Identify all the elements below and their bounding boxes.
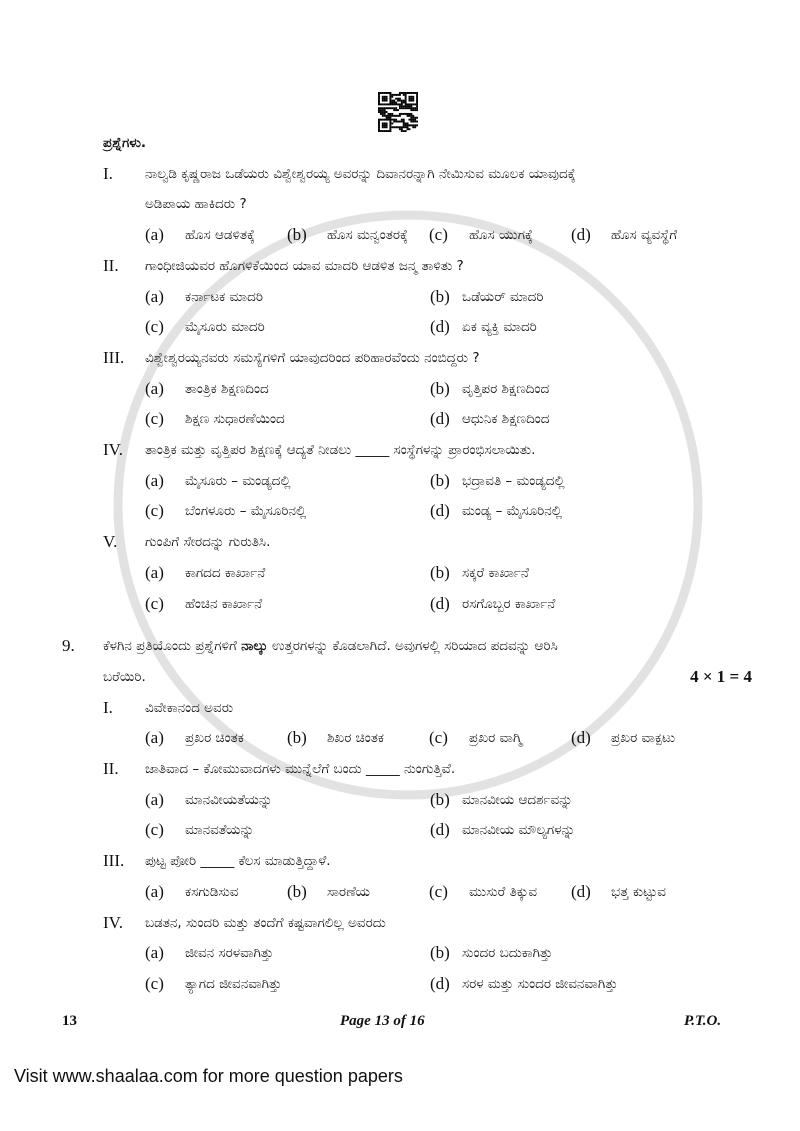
question-block [62,693,752,754]
option [287,877,419,908]
option-key: (c) [145,593,164,613]
question-line [62,662,752,693]
option-key: (a) [145,881,164,901]
option-key: (d) [430,820,450,840]
option-text: ಸರಳ ಮತ್ತು ಸುಂದರ ಜೀವನವಾಗಿತ್ತು [462,975,618,992]
question-line [103,435,752,466]
option [145,589,430,620]
option-key: (d) [430,593,450,613]
option-text: ಒಡೆಯರ್ ಮಾದರಿ [462,288,544,305]
option [430,282,752,313]
option [287,220,419,251]
question-text: ಗುಂಪಿಗೆ ಸೇರದನ್ನು ಗುರುತಿಸಿ. [145,534,271,551]
question-number: II. [103,759,119,779]
shaalaa-banner-link[interactable]: Visit www.shaalaa.com for more question papers [14,1066,403,1086]
option-text: ವೃತ್ತಿಪರ ಶಿಕ್ಷಣದಿಂದ [462,380,550,397]
option-text: ಮೈಸೂರು ಮಾದರಿ [185,319,265,336]
options-list [103,877,752,908]
question-block [62,159,752,251]
option-key: (b) [430,943,450,963]
question-number: III. [103,347,125,367]
options-list [103,938,752,999]
option-key: (d) [430,409,450,429]
question-text: ವಿಶ್ವೇಶ್ವರಯ್ಯನವರು ಸಮಸ್ಯೆಗಳಿಗೆ ಯಾವುದರಿಂದ ಪರಿಹಾರವೆಂದು ನಂಬಿದ್ದರು ? [145,349,480,366]
option [430,815,752,846]
options-list [103,785,752,846]
option-text: ಮಂಡ್ಯ – ಮೈಸೂರಿನಲ್ಲಿ [462,503,563,520]
option [430,466,752,497]
option-key: (d) [571,881,591,901]
option [145,404,430,435]
page-number: 13 [62,1013,77,1029]
option [430,589,752,620]
option-key: (b) [430,286,450,306]
question-text: ತಾಂತ್ರಿಕ ಮತ್ತು ವೃತ್ತಿಪರ ಶಿಕ್ಷಣಕ್ಕೆ ಆದ್ಯತೆ ನೀಡಲು _____ ಸಂಸ್ಥೆಗಳನ್ನು ಪ್ರಾರಂಭಿಸಲಾಯಿತು. [145,442,536,459]
option-text: ಮಾನವತೆಯನ್ನು [185,822,255,839]
option-text: ಭದ್ರಾವತಿ – ಮಂಡ್ಯದಲ್ಲಿ [462,472,565,489]
question-block [62,435,752,527]
qr-code [378,92,418,132]
option-key: (a) [145,789,164,809]
question-number: I. [103,697,113,717]
option-key: (d) [571,225,591,245]
option-text: ಕರ್ನಾಟಕ ಮಾದರಿ [185,288,263,305]
question-line [103,693,752,724]
question-line [103,251,752,282]
instruction-part: ಉತ್ತರಗಳನ್ನು ಕೊಡಲಾಗಿದೆ. ಅವುಗಳಲ್ಲಿ ಸರಿಯಾದ ಪದವನ್ನು ಆರಿಸಿ [267,638,558,655]
question-text: ನಾಲ್ವಡಿ ಕೃಷ್ಣರಾಜ ಒಡೆಯರು ವಿಶ್ವೇಶ್ವರಯ್ಯ ಅವರನ್ನು ದಿವಾನರನ್ನಾಗಿ ನೇಮಿಸುವ ಮೂಲಕ ಯಾವುದಕ್ಕೆ [145,165,576,182]
option-key: (b) [430,470,450,490]
options-list [103,374,752,435]
option-text: ರಸಗೊಬ್ಬರ ಕಾರ್ಖಾನೆ [462,595,556,612]
option-text: ತ್ಯಾಗದ ಜೀವನವಾಗಿತ್ತು [185,975,282,992]
question-content [62,128,752,1000]
question-block [62,846,752,907]
option-text: ಮೈಸೂರು – ಮಂಡ್ಯದಲ್ಲಿ [185,472,291,489]
option-key: (d) [571,728,591,748]
option [145,466,430,497]
option-key: (d) [430,973,450,993]
section-title: ಪ್ರಶ್ನೆಗಳು. [103,135,147,151]
option-key: (b) [430,789,450,809]
option [145,282,430,313]
option [145,969,430,1000]
question-line [103,159,752,190]
option-key: (a) [145,378,164,398]
option-key: (b) [430,562,450,582]
option-key: (c) [429,881,448,901]
option-key: (a) [145,286,164,306]
option [430,558,752,589]
question-text: ಅಡಿಪಾಯ ಹಾಕಿದರು ? [145,196,247,213]
option-text: ಪ್ರಖರ ವಾಗ್ಮಿ [469,730,523,747]
options-list [103,220,752,251]
option [145,938,430,969]
option [145,374,430,405]
option [571,723,703,754]
option-text: ಕಸಗುಡಿಸುವ [185,883,239,900]
question-line [62,631,752,662]
question-number: IV. [103,440,123,460]
marks-label: 4 × 1 = 4 [690,666,752,686]
option [430,374,752,405]
option [430,496,752,527]
question-number: 9. [62,636,75,656]
option-key: (a) [145,728,164,748]
question-text: ಬಡತನ, ಸುಂದರಿ ಮತ್ತು ತಂದೆಗೆ ಕಷ್ಟವಾಗಲಿಲ್ಲ ಅವರದು [145,914,386,931]
option-key: (c) [429,728,448,748]
option-key: (a) [145,225,164,245]
option-text: ಮಾನವೀಯ ಆದರ್ಶವನ್ನು [462,791,573,808]
option-text: ಹೊಸ ಮನ್ವಂತರಕ್ಕೆ [327,227,408,244]
option [145,815,430,846]
option-key: (c) [145,973,164,993]
option-text: ಶಿಖರ ಚಿಂತಕ [327,730,384,747]
option [571,220,703,251]
option-text: ಮಾನವೀಯ ಮೌಲ್ಯಗಳನ್ನು [462,822,576,839]
option-text: ಹೊಸ ಯುಗಕ್ಕೆ [469,227,533,244]
question-number: IV. [103,912,123,932]
option [145,220,277,251]
option [430,785,752,816]
option-text: ತಾಂತ್ರಿಕ ಶಿಕ್ಷಣದಿಂದ [185,380,269,397]
option [145,785,430,816]
instruction-part: ಕೆಳಗಿನ ಪ್ರತಿಯೊಂದು ಪ್ರಶ್ನೆಗಳಿಗೆ [103,638,242,655]
question-text: ಗಾಂಧೀಜಿಯವರ ಹೊಗಳಿಕೆಯಿಂದ ಯಾವ ಮಾದರಿ ಆಡಳಿತ ಜನ್ಮ ತಾಳಿತು ? [145,257,464,274]
question-number: I. [103,163,113,183]
option [145,558,430,589]
question-text: ಜಾತಿವಾದ – ಕೋಮುವಾದಗಳು ಮುನ್ನೆಲೆಗೆ ಬಂದು _____ ನುಂಗುತ್ತಿವೆ. [145,761,456,778]
question-number: V. [103,532,118,552]
options-list [103,723,752,754]
question-block [62,908,752,1000]
question-line [103,908,752,939]
option-key: (c) [145,317,164,337]
question-block [62,527,752,619]
option-key: (b) [287,225,307,245]
options-list [103,558,752,619]
option-text: ಬೆಂಗಳೂರು – ಮೈಸೂರಿನಲ್ಲಿ [185,503,307,520]
option-key: (a) [145,470,164,490]
option [430,312,752,343]
question-text: ಪುಟ್ಟ ಪೋರಿ _____ ಕೆಲಸ ಮಾಡುತ್ತಿದ್ದಾಳೆ. [145,853,331,870]
option-key: (c) [145,501,164,521]
question-line [103,754,752,785]
question-block [62,343,752,435]
question-number: III. [103,851,125,871]
option-key: (c) [429,225,448,245]
option [430,404,752,435]
option-text: ಮುಸುರೆ ತಿಕ್ಕುವ [469,883,538,900]
option-key: (c) [145,409,164,429]
instruction-part: ನಾಲ್ಕು [241,638,268,655]
option [430,969,752,1000]
option-key: (d) [430,501,450,521]
option-text: ಶಿಕ್ಷಣ ಸುಧಾರಣೆಯಿಂದ [185,411,285,428]
question-line [103,527,752,558]
page-label: Page 13 of 16 [340,1013,425,1029]
option [145,723,277,754]
option-text: ಮಾನವೀಯತೆಯನ್ನು [185,791,273,808]
option-key: (b) [287,881,307,901]
option-text: ಸುಂದರ ಬದುಕಾಗಿತ್ತು [462,945,553,962]
option [145,312,430,343]
question-line [103,189,752,220]
option [430,938,752,969]
spacer [62,619,752,631]
option [571,877,703,908]
option [145,496,430,527]
option-key: (b) [430,378,450,398]
option [429,877,561,908]
option-text: ಜೀವನ ಸರಳವಾಗಿತ್ತು [185,945,274,962]
option-text: ಪ್ರಖರ ಚಿಂತಕ [185,730,244,747]
question-number: II. [103,255,119,275]
option-text: ಹೆಂಚಿನ ಕಾರ್ಖಾನೆ [185,595,263,612]
option-text: ಏಕ ವ್ಯಕ್ತಿ ಮಾದರಿ [462,319,537,336]
option-key: (d) [430,317,450,337]
option-key: (a) [145,943,164,963]
question-line [103,846,752,877]
option-text: ಕಾಗದದ ಕಾರ್ಖಾನೆ [185,564,266,581]
pto-label: P.T.O. [684,1013,722,1029]
option [429,723,561,754]
option-text: ಭತ್ತ ಕುಟ್ಟುವ [611,883,666,900]
option-text: ಸಕ್ಕರೆ ಕಾರ್ಖಾನೆ [462,564,529,581]
question-block [62,251,752,343]
option-text: ಹೊಸ ವ್ಯವಸ್ಥೆಗೆ [611,227,678,244]
option-text: ಪ್ರಖರ ವಾಕ್ಪಟು [611,730,676,747]
option-key: (b) [287,728,307,748]
question-instruction: ಬರೆಯಿರಿ. [103,668,146,685]
options-list [103,282,752,343]
option [429,220,561,251]
option [145,877,277,908]
option-text: ಸಾರಣೆಯ [327,883,370,900]
option-text: ಆಧುನಿಕ ಶಿಕ್ಷಣದಿಂದ [462,411,550,428]
option [287,723,419,754]
option-text: ಹೊಸ ಆಡಳಿತಕ್ಕೆ [185,227,255,244]
question-text: ವಿವೇಕಾನಂದ ಅವರು [145,699,234,716]
option-key: (a) [145,562,164,582]
question-line [103,343,752,374]
options-list [103,466,752,527]
option-key: (c) [145,820,164,840]
question-instruction [103,631,752,662]
question-block [62,754,752,846]
